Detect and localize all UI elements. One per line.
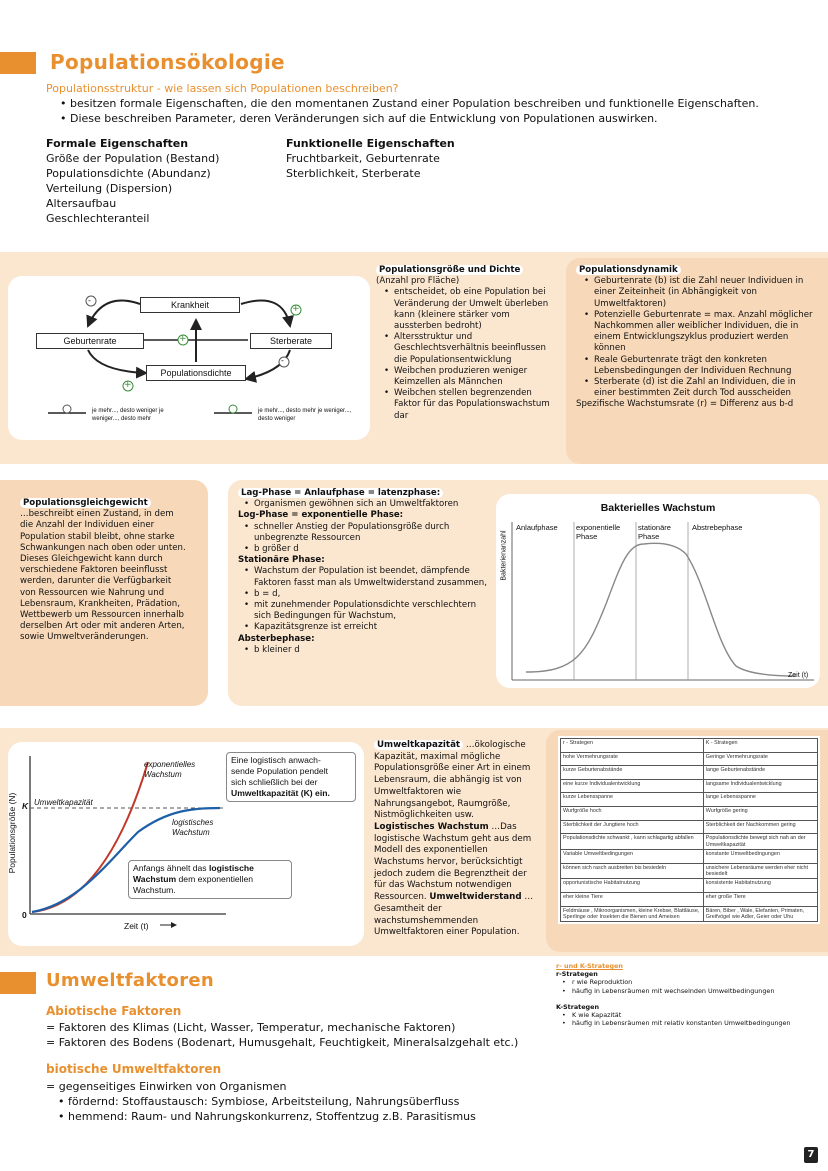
dynamics-bullet: • Potenzielle Geburtenrate = max. Anzahl möglicher Nachkommen aller weiblicher Individuen, die in einem Entwicklungszyklus produziert werden können: [582, 310, 816, 355]
log-curve-label-2: Wachstum: [172, 828, 210, 837]
note1-line: Umweltkapazität (K) ein.: [231, 788, 330, 798]
phase-label-stat: [638, 523, 671, 541]
phase-label-exp-2: Phase: [576, 532, 598, 541]
table-cell: Wurfgröße gering: [703, 806, 817, 820]
abiotic-list: [46, 1020, 586, 1050]
biotic-item: • fördernd: Stoffaustausch: Symbiose, Arbeitsteilung, Nahrungsüberfluss: [56, 1094, 586, 1109]
logistic-growth-text: …Das logistische Wachstum geht aus dem Modell des exponentiellen Wachstums hervor, berücksichtigt jedoch zudem die Begrenztheit der für das Wachstum notwendigen Ressourcen.: [374, 821, 532, 903]
note2-text: Wachstum.: [133, 885, 176, 895]
resistance-text: …Gesamtheit der wachstumshemmenden Umweltfaktoren einer Population.: [374, 892, 534, 938]
page-number: 7: [804, 1147, 818, 1163]
table-row: [561, 849, 818, 863]
death-phase-item: • b kleiner d: [242, 645, 494, 656]
box-sterberate: Sterberate: [250, 333, 332, 349]
phase-label-exp: [576, 523, 620, 541]
functional-item: Sterblichkeit, Sterberate: [286, 167, 421, 180]
rk-table: [560, 738, 818, 922]
phase-label-death: Abstrebephase: [692, 523, 743, 532]
death-phase-title: Absterbephase:: [238, 633, 315, 644]
table-row: [561, 806, 818, 820]
table-row: [561, 766, 818, 780]
biotic-intro: = gegenseitiges Einwirken von Organismen: [46, 1080, 287, 1093]
stationary-phase-item: • mit zunehmender Populationsdichte verschlechtern sich Bedingungen für Wachstum,: [242, 600, 494, 622]
table-row: [561, 892, 818, 906]
functional-item: Fruchtbarkeit, Geburtenrate: [286, 152, 440, 165]
table-cell: kurze Geburtenabstände: [561, 766, 704, 780]
population-size-bullet: • Weibchen stellen begrenzenden Faktor für das Populationswachstum dar: [382, 388, 558, 422]
k-item: • häufig in Lebensräumen mit relativ konstanten Umweltbedingungen: [560, 1019, 826, 1027]
formal-item: Populationsdichte (Abundanz): [46, 167, 211, 180]
minus-sign: -: [88, 296, 91, 305]
exp-curve-label: [144, 760, 195, 780]
k-label: K: [22, 801, 29, 811]
table-cell: lange Geburtenabstände: [703, 766, 817, 780]
lag-phase-title: Lag-Phase = Anlaufphase = latenzphase:: [238, 488, 443, 498]
logistic-y-label: Populationsgröße (N): [7, 792, 17, 874]
formal-item: Größe der Population (Bestand): [46, 152, 220, 165]
table-header: r - Strategen: [561, 739, 704, 753]
population-size-bullet: • entscheidet, ob eine Population bei Veränderung der Umwelt überleben kann (kleinere stärker vom aussterben bedroht): [382, 287, 558, 332]
capacity-text: …ökologische Kapazität, maximal mögliche Populationsgröße einer Art in einem Lebensraum, die abhängig ist von Umweltfaktoren wie Nahrungsangebot, Raumgröße, Nistmöglichkeiten usw.: [374, 740, 531, 821]
stationary-phase-item: • b = d,: [242, 589, 494, 600]
table-cell: eine kurze Individualentwicklung: [561, 779, 704, 793]
table-cell: Sterblichkeit der Nachkommen gering: [703, 820, 817, 834]
dynamics-bullet: • Geburtenrate (b) ist die Zahl neuer Individuen in einer Zeiteinheit (in Abhängigkeit von Umweltfaktoren): [582, 276, 816, 310]
stationary-phase-item: • Kapazitätsgrenze ist erreicht: [242, 622, 494, 633]
functional-title: Funktionelle Eigenschaften: [286, 137, 455, 150]
table-cell: Populationsdichte schwankt , kann schlagartig abfallen: [561, 834, 704, 850]
biotic-item: • hemmend: Raum- und Nahrungskonkurrenz, Stoffentzug z.B. Parasitismus: [56, 1109, 586, 1124]
r-list: [560, 978, 826, 994]
note1-line: sende Population pendelt: [231, 766, 328, 776]
title-accent-bar: [0, 52, 36, 74]
formal-item: Verteilung (Dispersion): [46, 182, 173, 195]
structure-question: Populationsstruktur - wie lassen sich Populationen beschreiben?: [46, 82, 399, 95]
rk-note: [556, 962, 826, 1027]
lag-phase-item: • Organismen gewöhnen sich an Umweltfaktoren: [242, 499, 494, 510]
structure-bullet: • besitzen formale Eigenschaften, die den momentanen Zustand einer Population beschreiben und funktionelle Eigenschaften.: [58, 96, 828, 111]
table-row: [561, 879, 818, 893]
lag-phase-list: [242, 499, 494, 510]
table-cell: Variable Umweltbedingungen: [561, 849, 704, 863]
structure-bullets: [58, 96, 828, 126]
table-row: [561, 779, 818, 793]
table-cell: Geringe Vermehrungsrate: [703, 752, 817, 766]
table-row: [561, 752, 818, 766]
biotic-section: [46, 1079, 586, 1124]
table-cell: Feldmäuse , Mikroorganismen, kleine Krebse, Blattläuse, Sperlinge oder Insekten die Bienen und Ameisen: [561, 906, 704, 922]
growth-phases: [238, 488, 494, 656]
phase-label-stat-1: stationäre: [638, 523, 671, 532]
origin-label: 0: [22, 910, 27, 920]
resistance-title: Umweltwiderstand: [429, 892, 522, 903]
section-accent-bar: [0, 972, 36, 994]
equilibrium-text: …beschreibt einen Zustand, in dem die Anzahl der Individuen einer Population stabil bleibt, ohne starke Schwankungen nach oben oder unten. Dieses Gleichgewicht kann durch verschiedene Faktoren beeinflusst werden, darunter die Verfügbarkeit von Ressourcen wie Nahrung und Lebensraum, Krankheiten, Prädation, Wettbewerb um Ressourcen innerhalb derselben Art oder mit anderen Arten, sowie Umweltveränderungen.: [20, 509, 186, 643]
exp-curve-label-1: exponentielles: [144, 760, 196, 769]
functional-properties: [286, 136, 526, 181]
note2-text: Anfangs ähnelt das: [133, 863, 207, 873]
equilibrium-section: [20, 498, 188, 644]
abiotic-item: = Faktoren des Klimas (Licht, Wasser, Temperatur, mechanische Faktoren): [46, 1021, 456, 1034]
formal-title: Formale Eigenschaften: [46, 137, 189, 150]
box-populationsdichte: Populationsdichte: [146, 365, 246, 381]
stationary-phase-title: Stationäre Phase:: [238, 555, 325, 566]
log-phase-item: • schneller Anstieg der Populationsgröße durch unbegrenzte Ressourcen: [242, 522, 494, 544]
formal-item: Altersaufbau: [46, 197, 117, 210]
box-geburtenrate: Geburtenrate: [36, 333, 144, 349]
r-title: r-Strategen: [556, 970, 598, 979]
dynamics-bullet: • Reale Geburtenrate trägt den konkreten Lebensbedingungen der Individuen Rechnung: [582, 355, 816, 377]
table-cell: unsichere Lebensräume werden eher nicht besiedelt: [703, 863, 817, 879]
phase-label-stat-2: Phase: [638, 532, 660, 541]
note1-line: sich schließlich bei der: [231, 777, 318, 787]
stationary-phase-list: [242, 566, 494, 633]
table-cell: kurze Lebensspanne: [561, 793, 704, 807]
table-cell: Populationsdichte bewegt sich nah an der Umweltkapazität: [703, 834, 817, 850]
table-row: [561, 793, 818, 807]
dynamics-bullet: • Sterberate (d) ist die Zahl an Individuen, die in einer bestimmten Zeit durch Tod ausscheiden: [582, 377, 816, 399]
table-cell: eher kleine Tiere: [561, 892, 704, 906]
page-title: Populationsökologie: [50, 50, 285, 74]
rk-table-wrap: [558, 736, 820, 924]
table-cell: lange Lebensspanne: [703, 793, 817, 807]
phase-label-exp-1: exponentielle: [576, 523, 621, 532]
phase-label-lag: Anlaufphase: [516, 523, 558, 532]
structure-bullet: • Diese beschreiben Parameter, deren Veränderungen sich auf die Entwicklung von Populationen auswirken.: [58, 111, 828, 126]
biotic-title: biotische Umweltfaktoren: [46, 1062, 222, 1076]
log-phase-list: [242, 522, 494, 556]
table-row: [561, 906, 818, 922]
table-cell: Bären, Biber , Wale, Elefanten, Primaten, Greifvögel wie Adler, Geier oder Uhu: [703, 906, 817, 922]
table-row: [561, 834, 818, 850]
capacity-line-label: Umweltkapazität: [34, 798, 93, 807]
plus-sign: +: [292, 304, 300, 314]
logistic-chart: [8, 742, 364, 946]
legend-plus: je mehr..., desto mehr je weniger..., desto weniger: [258, 408, 352, 422]
death-phase-list: [242, 645, 494, 656]
exp-curve-label-2: Wachstum: [144, 770, 182, 779]
feedback-diagram: [8, 276, 370, 440]
table-cell: können sich rasch ausbreiten bis besiedeln: [561, 863, 704, 879]
environment-title: Umweltfaktoren: [46, 970, 215, 991]
note2-bold: logistische: [208, 863, 254, 873]
table-cell: konstante Umweltbedingungen: [703, 849, 817, 863]
r-item: • r wie Reproduktion: [560, 978, 826, 986]
plus-sign: +: [124, 380, 132, 390]
k-list: [560, 1011, 826, 1027]
capacity-section: [374, 740, 536, 939]
table-row: [561, 863, 818, 879]
growth-rate-formula: Spezifische Wachstumsrate (r) = Differenz aus b-d: [576, 399, 794, 410]
k-title: K-Strategen: [556, 1002, 600, 1011]
r-item: • häufig in Lebensräumen mit wechselnden Umweltbedingungen: [560, 987, 826, 995]
population-size-section: [376, 265, 558, 422]
biotic-list: [56, 1094, 586, 1124]
logistic-note-2: [128, 860, 292, 899]
capacity-title: Umweltkapazität: [374, 740, 463, 750]
note2-bold: Wachstum: [133, 874, 177, 884]
population-size-bullets: [382, 287, 558, 421]
minus-sign: -: [281, 356, 284, 365]
dynamics-title: Populationsdynamik: [576, 265, 681, 275]
table-cell: langsame Individualentwicklung: [703, 779, 817, 793]
dynamics-bullets: [582, 276, 816, 399]
note1-line: Eine logistisch anwach-: [231, 755, 321, 765]
table-row: [561, 820, 818, 834]
population-size-subtitle: (Anzahl pro Fläche): [376, 276, 460, 287]
bacterial-chart-title: Bakterielles Wachstum: [600, 502, 716, 514]
logistic-x-label: Zeit (t): [124, 921, 149, 931]
logistic-note-1: [226, 752, 356, 802]
table-cell: Wurfgröße hoch: [561, 806, 704, 820]
abiotic-title: Abiotische Faktoren: [46, 1004, 182, 1018]
rk-note-link[interactable]: r- und K-Strategen: [556, 962, 623, 970]
dynamics-section: [576, 265, 816, 411]
formal-item: Geschlechteranteil: [46, 212, 150, 225]
table-row: [561, 739, 818, 753]
table-cell: opportunistische Habitatnutzung: [561, 879, 704, 893]
bacterial-y-label: Bakterienanzahl: [500, 530, 508, 581]
population-size-bullet: • Altersstruktur und Geschlechtsverhältnis beeinflussen die Populationsentwicklung: [382, 332, 558, 366]
table-cell: eher große Tiere: [703, 892, 817, 906]
table-header: K - Strategen: [703, 739, 817, 753]
log-phase-title: Log-Phase = exponentielle Phase:: [238, 510, 404, 521]
plus-sign: +: [179, 334, 187, 344]
box-krankheit: Krankheit: [140, 297, 240, 313]
equilibrium-title: Populationsgleichgewicht: [20, 498, 151, 508]
legend-minus: je mehr..., desto weniger je weniger..., desto mehr: [92, 408, 164, 422]
log-curve-label-1: logistisches: [172, 818, 214, 827]
table-cell: Sterblichkeit der Jungtiere hoch: [561, 820, 704, 834]
population-size-title: Populationsgröße und Dichte: [376, 265, 523, 275]
log-curve-label: [172, 818, 213, 838]
formal-properties: [46, 136, 276, 226]
k-item: • K wie Kapazität: [560, 1011, 826, 1019]
stationary-phase-item: • Wachstum der Population ist beendet, dämpfende Faktoren fasst man als Umweltwiderstand zusammen,: [242, 566, 494, 588]
logistic-growth-title: Logistisches Wachstum: [374, 821, 489, 832]
population-size-bullet: • Weibchen produzieren weniger Keimzellen als Männchen: [382, 366, 558, 388]
table-cell: hohe Vermehrungsrate: [561, 752, 704, 766]
bacterial-growth-chart: [496, 494, 820, 688]
bacterial-x-label: Zeit (t): [788, 672, 809, 679]
note2-text: dem exponentiellen: [178, 874, 254, 884]
table-cell: konsistente Habitatnutzung: [703, 879, 817, 893]
log-phase-item: • b größer d: [242, 544, 494, 555]
abiotic-item: = Faktoren des Bodens (Bodenart, Humusgehalt, Feuchtigkeit, Mineralsalzgehalt etc.): [46, 1036, 519, 1049]
